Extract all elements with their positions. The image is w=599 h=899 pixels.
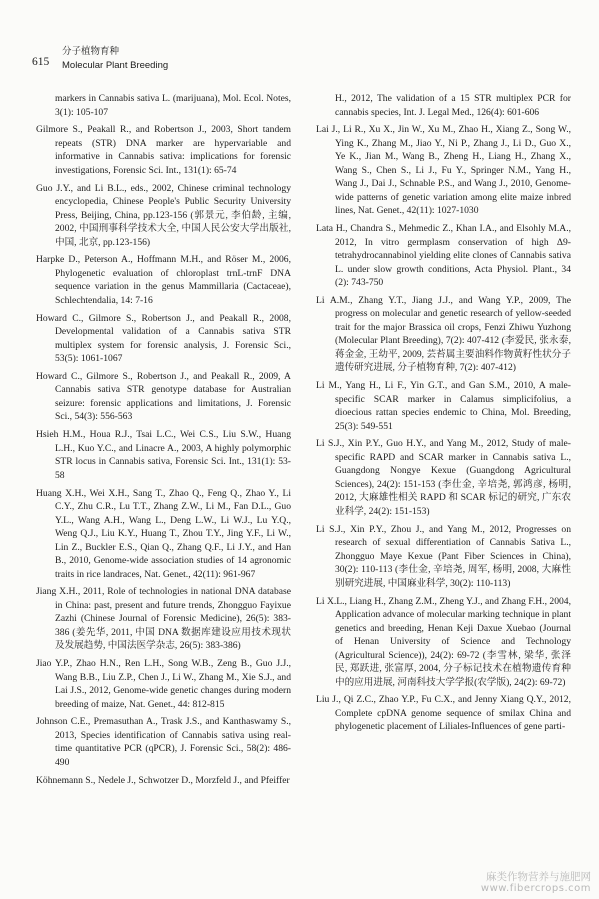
reference-entry: Gilmore S., Peakall R., and Robertson J., 2003, Short tandem repeats (STR) DNA marker are hypervariable and informative in Cannabis sativa: implications for forensic investigations, Forensic Sci. Int., 131(1): 65-74 bbox=[36, 124, 291, 176]
reference-entry: Li S.J., Xin P.Y., Zhou J., and Yang M., 2012, Progresses on research of sexual differentiation of Cannabis Sativa L., Zhongguo Maye Kexue (Pant Fiber Sciences in China), 30(2): 110-113 (李仕金, 辛培尧, 周军, 杨明, 2008, 大麻性别研究进展, 中国麻业科学, 30(2): 110-113) bbox=[316, 523, 571, 589]
reference-entry: Johnson C.E., Premasuthan A., Trask J.S., and Kanthaswamy S., 2013, Species identification of Cannabis sativa using real-time quantitative PCR (qPCR), J. Forensic Sci., 58(2): 486-490 bbox=[36, 716, 291, 768]
page-number: 615 bbox=[32, 56, 50, 68]
reference-entry: Guo J.Y., and Li B.L., eds., 2002, Chinese criminal technology encyclopedia, Chinese People's Public Security University Press, Beijing, China, pp.123-156 (郭景元, 李伯龄, 主编, 2002, 中国刑事科学技术大全, 中国人民公安大学出版社, 中国, 北京, pp.123-156) bbox=[36, 182, 291, 248]
reference-entry: Howard C., Gilmore S., Robertson J., and Peakall R., 2009, A Cannabis sativa STR genotype database for Australian seizure: forensic applications and limitations, J. Forensic Sci., 54(3): 556-563 bbox=[36, 370, 291, 423]
reference-entry: Jiao Y.P., Zhao H.N., Ren L.H., Song W.B., Zeng B., Guo J.J., Wang B.B., Liu Z.P., Chen J., Li W., Zhang M., Xie S.J., and Lai J.S., 2012, Genome-wide genetic changes during modern breeding of maize, Nat. Genet., 44: 812-815 bbox=[36, 658, 291, 710]
journal-title-english: Molecular Plant Breeding bbox=[62, 60, 169, 71]
reference-entry: Jiang X.H., 2011, Role of technologies in national DNA database in China: past, present and future trends, Zhongguo Fayixue Zazhi (Chinese Journal of Forensic Medicine), 26(5): 383-386 (姜先华, 2011, 中国 DNA 数据库建设应用技术现状及发展趋势, 中国法医学杂志, 26(5): 383-386) bbox=[36, 586, 291, 652]
running-header bbox=[32, 40, 572, 80]
reference-entry: Howard C., Gilmore S., Robertson J., and Peakall R., 2008, Developmental validation of a Cannabis sativa STR multiplex system for forensic analysis, J. Forensic Sci., 53(5): 1061-1067 bbox=[36, 312, 291, 365]
reference-entry: Li M., Yang H., Li F., Yin G.T., and Gan S.M., 2010, A male-specific SCAR marker in Calamus simplicifolius, a dioecious rattan species endemic to China, Mol. Breeding, 25(3): 549-551 bbox=[316, 380, 571, 432]
reference-column-left bbox=[36, 92, 291, 792]
site-watermark bbox=[481, 871, 591, 895]
reference-entry: Harpke D., Peterson A., Hoffmann M.H., and Röser M., 2006, Phylogenetic evaluation of chloroplast trnL-trnF DNA sequence variation in the genus Mammillaria (Cactaceae), Schlechtendalia, 14: 7-16 bbox=[36, 254, 291, 306]
reference-entry: Hsieh H.M., Houa R.J., Tsai L.C., Wei C.S., Liu S.W., Huang L.H., Kuo Y.C., and Linacre A., 2003, A highly polymorphic STR locus in Cannabis sativa, Forensic Sci. Int., 131(1): 53-58 bbox=[36, 429, 291, 481]
reference-entry: Li S.J., Xin P.Y., Guo H.Y., and Yang M., 2012, Study of male-specific RAPD and SCAR marker in Cannabis sativa L., Guangdong Nongye Kexue (Guangdong Agricultural Sciences), 24(2): 151-153 (李仕金, 辛培尧, 郭鸿彦, 杨明, 2012, 大麻雄性相关 RAPD 和 SCAR 标记的研究, 广东农业科学, 24(2): 151-153) bbox=[316, 438, 571, 517]
reference-entry: Lata H., Chandra S., Mehmedic Z., Khan I.A., and Elsohly M.A., 2012, In vitro germplasm conservation of high Δ9-tetrahydrocannabinol yielding elite clones of Cannabis sativa L. under slow growth conditions, Acta Physiol. Plant., 34 (2): 743-750 bbox=[316, 223, 571, 289]
reference-entry: Köhnemann S., Nedele J., Schwotzer D., Morzfeld J., and Pfeiffer bbox=[36, 774, 290, 786]
watermark-url: www.fibercrops.com bbox=[480, 883, 591, 894]
reference-entry: Huang X.H., Wei X.H., Sang T., Zhao Q., Feng Q., Zhao Y., Li C.Y., Zhu C.R., Lu T.T., Zhang Z.W., Li M., Fan D.L., Guo Y.L., Wang A.H., Wang L., Deng L.W., Li W.J., Lu Y.Q., Weng Q.J., Liu K.Y., Huang T., Zhou T.Y., Jing Y.F., Li W., Lin Z., Buckler E.S., Qian Q., Zhang Q.F., Li J.Y., and Han B., 2010, Genome-wide association studies of 14 agronomic traits in rice landraces, Nat. Genet., 42(11): 961-967 bbox=[36, 487, 291, 580]
reference-entry: markers in Cannabis sativa L. (marijuana), Mol. Ecol. Notes, 3(1): 105-107 bbox=[55, 93, 291, 118]
journal-title-chinese: 分子植物育种 bbox=[62, 46, 120, 57]
reference-entry: Li A.M., Zhang Y.T., Jiang J.J., and Wang Y.P., 2009, The progress on molecular and genetic research of yellow-seeded trait for the major Brassica oil crops, Fenzi Zhiwu Yuzhong (Molecular Plant Breeding), 7(2): 407-412 (李爱民, 张永泰, 蒋金金, 王幼平, 2009, 芸苔属主要油料作物黄籽性状分子遗传研究进展, 分子植物育种, 7(2): 407-412) bbox=[316, 294, 571, 374]
reference-column-right bbox=[316, 92, 571, 738]
watermark-text: 麻类作物营养与施肥网 bbox=[486, 871, 591, 883]
reference-entry: Li X.L., Liang H., Zhang Z.M., Zheng Y.J., and Zhang F.H., 2004, Application advance of molecular marking technique in plant genetics and breeding, Henan Keji Daxue Xuebao (Journal of Henan University of Science and Technology (Agricultural Science)), 24(2): 69-72 (李雪林, 梁华, 张泽民, 郑跃进, 张富厚, 2004, 分子标记技术在植物遗传育种中的应用进展, 河南科技大学学报(农学版), 24(2): 69-72) bbox=[316, 595, 571, 688]
reference-entry: H., 2012, The validation of a 15 STR multiplex PCR for cannabis species, Int. J. Legal Med., 126(4): 601-606 bbox=[335, 93, 571, 118]
reference-entry: Liu J., Qi Z.C., Zhao Y.P., Fu C.X., and Jenny Xiang Q.Y., 2012, Complete cpDNA genome sequence of smilax China and phylogenetic placement of Liliales-Influences of gene parti- bbox=[316, 694, 571, 733]
reference-entry: Lai J., Li R., Xu X., Jin W., Xu M., Zhao H., Xiang Z., Song W., Ying K., Zhang M., Jiao Y., Ni P., Zhang J., Li D., Guo X., Ye K., Jian M., Wang B., Zheng H., Liang H., Zhang X., Wang S., Chen S., Li J., Fu Y., Springer N.M., Yang H., Wang J., Dai J., Schnable P.S., and Wang J., 2010, Genome-wide patterns of genetic variation among elite maize inbred lines, Nat. Genet., 42(11): 1027-1030 bbox=[316, 124, 571, 217]
